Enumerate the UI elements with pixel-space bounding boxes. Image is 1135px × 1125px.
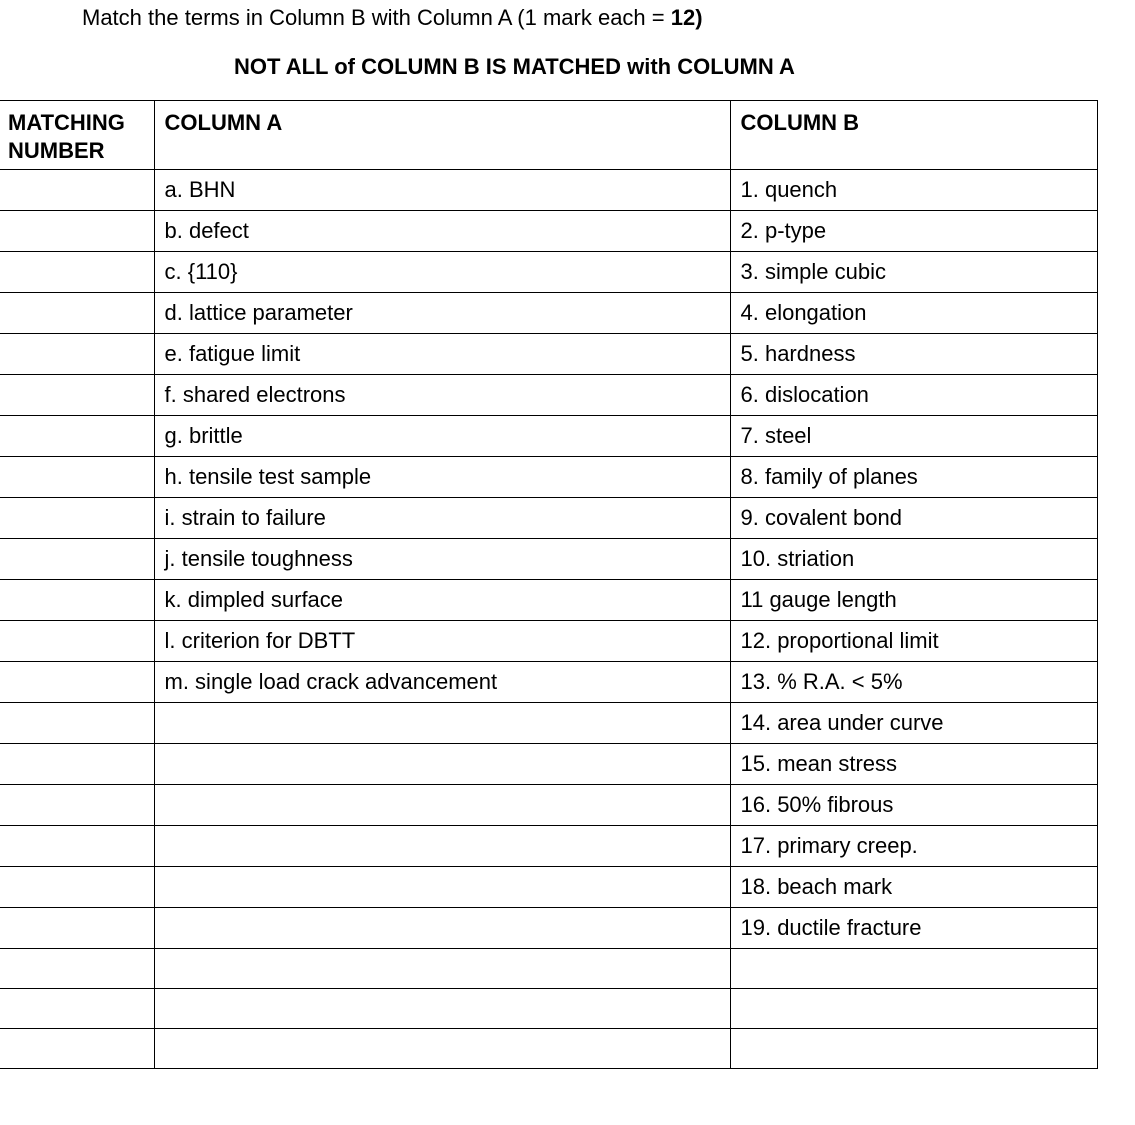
table-row (0, 252, 1097, 293)
column-b-cell: 8. family of planes (730, 457, 1097, 498)
matching-number-cell[interactable] (0, 457, 154, 498)
subheading: NOT ALL of COLUMN B IS MATCHED with COLUMN A (234, 54, 795, 79)
header-matching-number (0, 101, 154, 170)
table-row (0, 1029, 1097, 1069)
instruction-text (82, 4, 703, 32)
column-a-cell: j. tensile toughness (154, 539, 730, 580)
matching-number-cell[interactable] (0, 293, 154, 334)
column-a-cell: a. BHN (154, 170, 730, 211)
table-row (0, 744, 1097, 785)
header-column-b: COLUMN B (730, 101, 1097, 170)
header-matching-line2: NUMBER (8, 138, 105, 163)
column-b-cell: 1. quench (730, 170, 1097, 211)
column-b-cell: 10. striation (730, 539, 1097, 580)
table-row (0, 375, 1097, 416)
column-a-cell: m. single load crack advancement (154, 662, 730, 703)
column-b-cell: 2. p-type (730, 211, 1097, 252)
column-a-cell: f. shared electrons (154, 375, 730, 416)
instruction-total: 12) (670, 5, 703, 30)
column-a-cell (154, 785, 730, 826)
column-b-cell (730, 949, 1097, 989)
column-b-cell: 19. ductile fracture (730, 908, 1097, 949)
table-row (0, 580, 1097, 621)
table-row (0, 908, 1097, 949)
column-b-cell: 6. dislocation (730, 375, 1097, 416)
column-b-cell: 4. elongation (730, 293, 1097, 334)
column-b-cell (730, 1029, 1097, 1069)
column-a-cell: d. lattice parameter (154, 293, 730, 334)
matching-number-cell[interactable] (0, 662, 154, 703)
table-row (0, 989, 1097, 1029)
matching-number-cell[interactable] (0, 580, 154, 621)
table-row (0, 703, 1097, 744)
matching-number-cell[interactable] (0, 703, 154, 744)
column-a-cell: c. {110} (154, 252, 730, 293)
column-b-cell: 17. primary creep. (730, 826, 1097, 867)
matching-number-cell[interactable] (0, 949, 154, 989)
table-row (0, 826, 1097, 867)
column-a-cell: k. dimpled surface (154, 580, 730, 621)
column-b-cell (730, 989, 1097, 1029)
table-row (0, 949, 1097, 989)
matching-table (0, 100, 1098, 1069)
column-b-cell: 11 gauge length (730, 580, 1097, 621)
table-row (0, 621, 1097, 662)
matching-number-cell[interactable] (0, 211, 154, 252)
header-matching-line1: MATCHING (8, 110, 125, 135)
column-a-cell: g. brittle (154, 416, 730, 457)
column-a-cell: l. criterion for DBTT (154, 621, 730, 662)
column-b-cell: 9. covalent bond (730, 498, 1097, 539)
matching-number-cell[interactable] (0, 252, 154, 293)
column-b-cell: 5. hardness (730, 334, 1097, 375)
table-row (0, 785, 1097, 826)
matching-number-cell[interactable] (0, 375, 154, 416)
matching-number-cell[interactable] (0, 539, 154, 580)
matching-number-cell[interactable] (0, 416, 154, 457)
table-row (0, 867, 1097, 908)
column-a-cell (154, 703, 730, 744)
table-header-row (0, 101, 1097, 170)
table-row (0, 498, 1097, 539)
header-column-a: COLUMN A (154, 101, 730, 170)
column-a-cell (154, 1029, 730, 1069)
matching-number-cell[interactable] (0, 498, 154, 539)
table-row (0, 416, 1097, 457)
table-row (0, 457, 1097, 498)
matching-number-cell[interactable] (0, 908, 154, 949)
column-a-cell: e. fatigue limit (154, 334, 730, 375)
column-b-cell: 16. 50% fibrous (730, 785, 1097, 826)
table-row (0, 170, 1097, 211)
column-b-cell: 18. beach mark (730, 867, 1097, 908)
column-a-cell (154, 826, 730, 867)
matching-number-cell[interactable] (0, 170, 154, 211)
column-a-cell (154, 908, 730, 949)
matching-number-cell[interactable] (0, 867, 154, 908)
column-a-cell (154, 867, 730, 908)
column-b-cell: 3. simple cubic (730, 252, 1097, 293)
matching-number-cell[interactable] (0, 744, 154, 785)
matching-number-cell[interactable] (0, 826, 154, 867)
matching-number-cell[interactable] (0, 334, 154, 375)
table-row (0, 539, 1097, 580)
column-b-cell: 14. area under curve (730, 703, 1097, 744)
table-row (0, 211, 1097, 252)
matching-number-cell[interactable] (0, 621, 154, 662)
matching-number-cell[interactable] (0, 989, 154, 1029)
table-row (0, 662, 1097, 703)
column-a-cell (154, 949, 730, 989)
instruction-main: Match the terms in Column B with Column A (1 mark each = (82, 5, 671, 30)
table-row (0, 293, 1097, 334)
column-b-cell: 7. steel (730, 416, 1097, 457)
table-row (0, 334, 1097, 375)
matching-number-cell[interactable] (0, 785, 154, 826)
column-b-cell: 15. mean stress (730, 744, 1097, 785)
matching-number-cell[interactable] (0, 1029, 154, 1069)
column-a-cell (154, 989, 730, 1029)
column-a-cell: i. strain to failure (154, 498, 730, 539)
column-a-cell (154, 744, 730, 785)
column-b-cell: 12. proportional limit (730, 621, 1097, 662)
column-a-cell: h. tensile test sample (154, 457, 730, 498)
table-body (0, 170, 1097, 1069)
column-a-cell: b. defect (154, 211, 730, 252)
column-b-cell: 13. % R.A. < 5% (730, 662, 1097, 703)
